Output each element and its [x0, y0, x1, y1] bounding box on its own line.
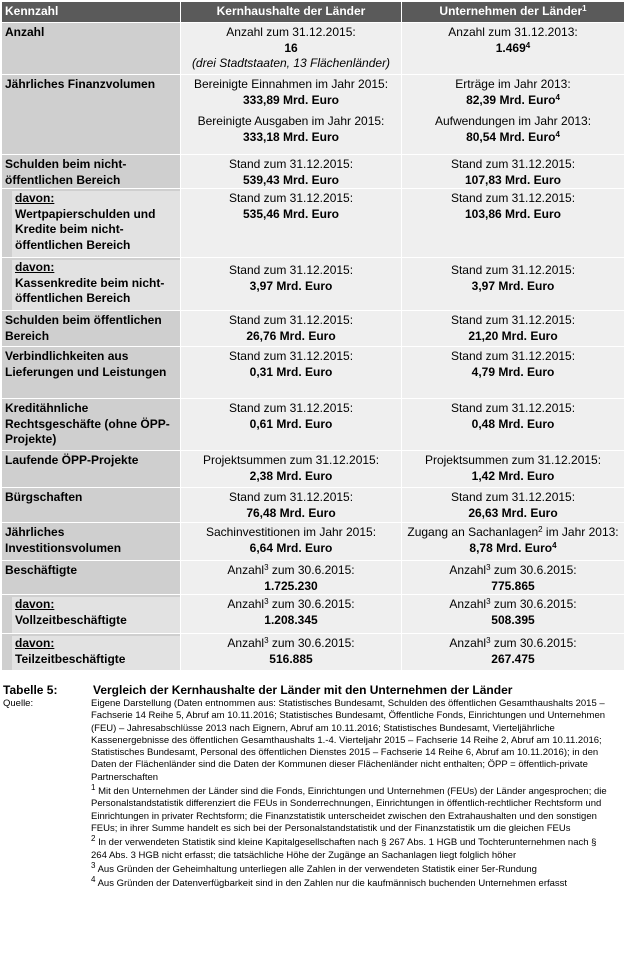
kern-cell: Projektsummen zum 31.12.2015: 2,38 Mrd. Euro	[181, 451, 402, 488]
kern-cell: Bereinigte Einnahmen im Jahr 2015: 333,89 Mrd. Euro Bereinigte Ausgaben im Jahr 2015: 333,18 Mrd. Euro	[181, 75, 402, 155]
kern-cell: Anzahl$^3$ zum 30.6.2015: 1.208.345	[181, 595, 402, 634]
kern-cell: Anzahl$^3$ zum 30.6.2015: 1.725.230	[181, 561, 402, 595]
kern-cell: Stand zum 31.12.2015: 26,76 Mrd. Euro	[181, 311, 402, 347]
unt-cell: Erträge im Jahr 2013: 82,39 Mrd. Euro$^4$ Aufwendungen im Jahr 2013: 80,54 Mrd. Euro$^4$	[402, 75, 625, 155]
source-text: Eigene Darstellung (Daten entnommen aus: Statistisches Bundesamt, Schulden des öffentlichen Gesamthaushalts 2015 – Fachserie 14 Reihe 5, Abruf am 10.11.2016; Statistisches Bundesamt, Öffentliche Fonds, Einrichtungen und Unternehmen (FEU) – Jahresabschlüsse 2013 nach Eignern, Abruf am 10.11.2016; Statistisches Bundesamt, Vierteljährliche Kassenergebnisse des öffentlichen Gesamthaushalts 1.-4. Vierteljahr 2015 – Fachserie 14 Reihe 2, Abruf am 10.11.2016; Statistisches Bundesamt, Personal des öffentlichen Dienstes 2015 – Fachserie 14 Reihe 6, Abruf am 10.11.2016); in den Daten der Flächenländer sind die Daten der Kommunen dieser Flächenländer nicht enthalten; ÖPP = öffentlich-private Partnerschaften	[91, 698, 606, 783]
row-label: davon: Wertpapierschulden und Kredite beim nicht-öffentlichen Bereich	[2, 189, 181, 258]
footnote: $^3$ Aus Gründen der Geheimhaltung unterliegen alle Zahlen in der verwendeten Statistik einer 5er-Rundung	[91, 860, 537, 875]
unt-cell: Stand zum 31.12.2015: 4,79 Mrd. Euro	[402, 347, 625, 399]
kern-cell: Stand zum 31.12.2015: 539,43 Mrd. Euro	[181, 155, 402, 189]
unt-cell: Anzahl zum 31.12.2013: 1.469$^4$	[402, 23, 625, 75]
table-row	[2, 23, 625, 75]
unt-cell: Stand zum 31.12.2015: 21,20 Mrd. Euro	[402, 311, 625, 347]
table-row	[2, 75, 625, 155]
row-label: Bürgschaften	[2, 488, 181, 523]
source-label: Quelle:	[3, 698, 34, 709]
row-label: davon: Teilzeitbeschäftigte	[2, 634, 181, 671]
header-kernhaushalte: Kernhaushalte der Länder	[181, 2, 402, 23]
table-row	[2, 523, 625, 561]
row-label: Jährliches Finanzvolumen	[2, 75, 181, 155]
header-unternehmen: Unternehmen der Länder$^1$	[402, 2, 625, 23]
unt-cell: Anzahl$^3$ zum 30.6.2015: 508.395	[402, 595, 625, 634]
kern-cell: Stand zum 31.12.2015: 0,31 Mrd. Euro	[181, 347, 402, 399]
header-row	[2, 2, 625, 23]
row-label: davon: Kassenkredite beim nicht-öffentlichen Bereich	[2, 258, 181, 311]
row-label: Schulden beim öffentlichen Bereich	[2, 311, 181, 347]
table-row	[2, 347, 625, 399]
footnote: $^4$ Aus Gründen der Datenverfügbarkeit sind in den Zahlen nur die kaufmännisch buchenden Unternehmen erfasst	[91, 875, 568, 890]
unt-cell: Projektsummen zum 31.12.2015: 1,42 Mrd. Euro	[402, 451, 625, 488]
row-label: Jährliches Investitionsvolumen	[2, 523, 181, 561]
unt-cell: Stand zum 31.12.2015: 107,83 Mrd. Euro	[402, 155, 625, 189]
kern-cell: Stand zum 31.12.2015: 76,48 Mrd. Euro	[181, 488, 402, 523]
row-label: Schulden beim nicht-öffentlichen Bereich	[2, 155, 181, 189]
kern-cell: Anzahl zum 31.12.2015: 16 (drei Stadtstaaten, 13 Flächenländer)	[181, 23, 402, 75]
table-row	[2, 155, 625, 189]
caption-title-row	[3, 681, 623, 698]
unt-cell: Anzahl$^3$ zum 30.6.2015: 775.865	[402, 561, 625, 595]
source-body	[91, 698, 609, 892]
row-label: davon: Vollzeitbeschäftigte	[2, 595, 181, 634]
table-row	[2, 595, 625, 634]
row-label: Verbindlichkeiten aus Lieferungen und Leistungen	[2, 347, 181, 399]
source-block	[3, 698, 623, 892]
header-kennzahl: Kennzahl	[2, 2, 181, 23]
table-row	[2, 399, 625, 451]
row-label: Anzahl	[2, 23, 181, 75]
table-row	[2, 561, 625, 595]
table-row	[2, 634, 625, 671]
caption-label: Tabelle 5:	[3, 682, 58, 697]
kern-cell: Sachinvestitionen im Jahr 2015: 6,64 Mrd. Euro	[181, 523, 402, 561]
unt-cell: Zugang an Sachanlagen$^2$ im Jahr 2013: 8,78 Mrd. Euro$^4$	[402, 523, 625, 561]
unt-cell: Stand zum 31.12.2015: 0,48 Mrd. Euro	[402, 399, 625, 451]
caption-title: Vergleich der Kernhaushalte der Länder mit den Unternehmen der Länder	[93, 682, 513, 697]
table-caption	[3, 681, 623, 892]
row-label: Laufende ÖPP-Projekte	[2, 451, 181, 488]
footnote: $^1$ Mit den Unternehmen der Länder sind die Fonds, Einrichtungen und Unternehmen (FEUs) der Länder angesprochen; die Personalstandstatistik differenziert die FEUs in Sonderrechnungen, Einrichtungen in öffentlich-rechtlicher Rechtsform und Einrichtungen in privater Rechtsform; die Finanzstatistik unterscheidet zwischen den Extrahaushalten und den sonstigen FEUs; in ihrer Summe handelt es sich bei der Personalstandstatistik und der Finanzstatistik um die gleichen FEUs	[91, 783, 607, 834]
kern-cell: Stand zum 31.12.2015: 535,46 Mrd. Euro	[181, 189, 402, 258]
unt-cell: Stand zum 31.12.2015: 3,97 Mrd. Euro	[402, 258, 625, 311]
table-row	[2, 488, 625, 523]
comparison-table	[1, 1, 625, 671]
kern-cell: Anzahl$^3$ zum 30.6.2015: 516.885	[181, 634, 402, 671]
table-row	[2, 189, 625, 258]
row-label: Beschäftigte	[2, 561, 181, 595]
kern-cell: Stand zum 31.12.2015: 0,61 Mrd. Euro	[181, 399, 402, 451]
table-row	[2, 311, 625, 347]
unt-cell: Stand zum 31.12.2015: 103,86 Mrd. Euro	[402, 189, 625, 258]
footnote: $^2$ In der verwendeten Statistik sind kleine Kapitalgesellschaften nach § 267 Abs. 1 HGB und Tochterunternehmen nach § 264 Abs. 3 HGB nicht erfasst; die tatsächliche Höhe der Zugänge an Sachanlagen liegt folglich höher	[91, 834, 597, 861]
table-row	[2, 451, 625, 488]
kern-cell: Stand zum 31.12.2015: 3,97 Mrd. Euro	[181, 258, 402, 311]
unt-cell: Anzahl$^3$ zum 30.6.2015: 267.475	[402, 634, 625, 671]
table-row	[2, 258, 625, 311]
row-label: Kreditähnliche Rechtsgeschäfte (ohne ÖPP-Projekte)	[2, 399, 181, 451]
unt-cell: Stand zum 31.12.2015: 26,63 Mrd. Euro	[402, 488, 625, 523]
